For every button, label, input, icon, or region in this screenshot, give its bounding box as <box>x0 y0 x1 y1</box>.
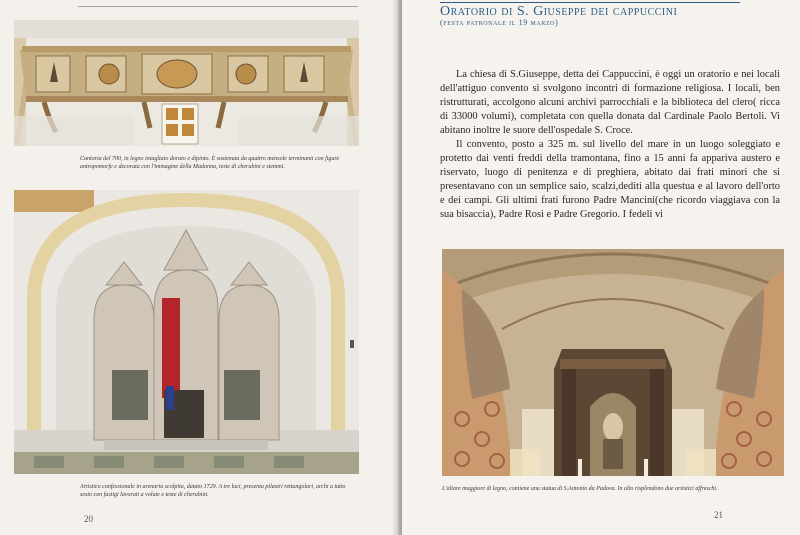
right-page <box>402 0 800 535</box>
paragraph: La chiesa di S.Giuseppe, detta dei Cappuccini, è oggi un oratorio e nei locali dell'attiguo convento si svolgono incontri di formazione religiosa. I locali, ben ristrutturati, accolgono alcuni archivi parrocchiali e la biblioteca del clero( ricca di 33000 volumi), completata con quella donata dal Cardinale Paolo Bertoli. Vi abitano inoltre le suore dell'ospedale S. Croce. <box>440 69 780 136</box>
top-rule <box>78 6 358 7</box>
page-number-right: 21 <box>714 510 723 520</box>
page-number-left: 20 <box>84 514 93 524</box>
choir-loft-photo <box>14 20 359 146</box>
chapter-subtitle: (festa patronale il 19 marzo) <box>440 18 559 27</box>
chapter-title: Oratorio di S. Giuseppe dei cappuccini <box>440 4 678 19</box>
title-rule <box>440 2 740 3</box>
paragraph: Il convento, posto a 325 m. sul livello del mare in un luogo soleggiato e protetto dai venti freddi della tramontana, fino a 15 anni fa appariva austero e riservato, luogo di penitenza e di preghiera, abitato dai frati minori che si presentavano con un semplice saio, scalzi,dediti alla questua e al lavoro dell'orto e dei campi. Gli ultimi frati furono Padre Mancini(che ricordo viaggiava con la sua bisaccia), Padre Rosi e Padre Gregorio. I fedeli vi <box>440 139 780 220</box>
body-text <box>440 68 780 222</box>
confessional-caption: Artistico confessionale in arenaria scolpita, datato 1729. A tre luci, presenta pilastri rettangolari, archi a tutto sesto con fastigi lavorati a volute e teste di cherubini. <box>80 484 346 498</box>
altar-photo <box>442 249 784 476</box>
choir-loft-caption: Cantoria del 700, in legno intagliato dorato e dipinto. È sostenuta da quattro mensole terminanti con figure antropomorfe e decorata con l'immagine della Madonna, teste di cherubini e stemmi. <box>80 156 340 170</box>
confessional-photo <box>14 190 359 474</box>
left-page <box>0 0 398 535</box>
altar-caption: L'altare maggiore di legno, contiene una statua di S.Antonio da Padova. In alto risplendono due artistici affreschi. <box>442 486 718 492</box>
